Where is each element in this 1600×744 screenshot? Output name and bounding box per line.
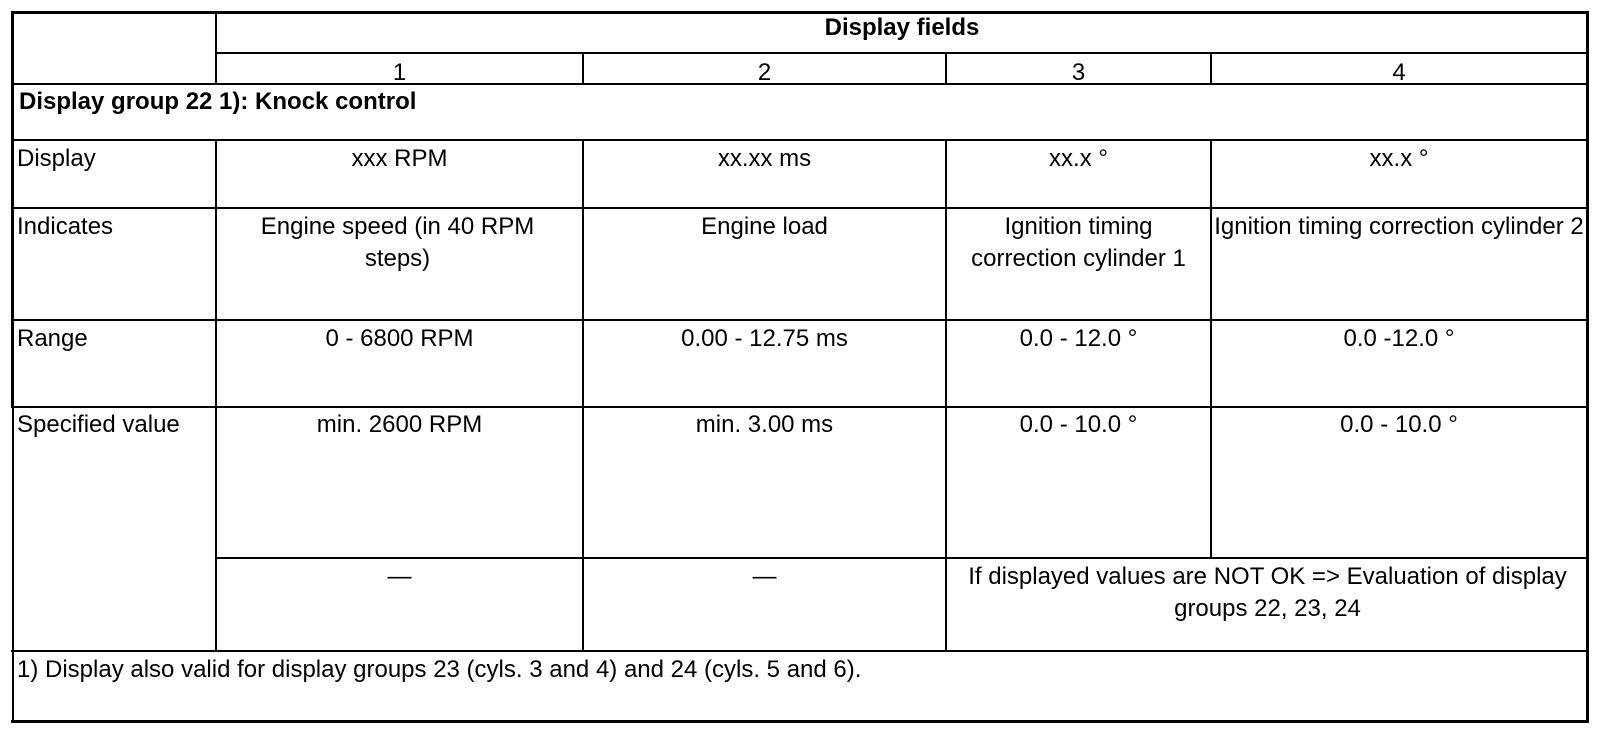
header-col-3: 3 (1071, 59, 1086, 86)
cell-specified-3: 0.0 - 10.0 ° (1019, 411, 1138, 438)
cell-display-2: xx.xx ms (717, 145, 812, 172)
header-col-2: 2 (757, 59, 772, 86)
cell-evaluation-2: — (752, 563, 777, 590)
table-border-left-lower (12, 406, 14, 722)
row-line-range (11, 406, 1588, 408)
cell-indicates-3: Ignition timing correction cylinder 1 (971, 213, 1186, 272)
cell-display-3: xx.x ° (1049, 145, 1108, 172)
cell-indicates-4: Ignition timing correction cylinder 2 (1214, 213, 1584, 240)
row-line-display (11, 207, 1588, 209)
row-line-specified (215, 557, 1587, 559)
table-border-right (1586, 11, 1589, 723)
header-col-1: 1 (392, 59, 407, 86)
group-title-bottom-line (11, 139, 1588, 141)
cell-indicates-1: Engine speed (in 40 RPM steps) (260, 213, 535, 272)
header-col-4: 4 (1392, 59, 1406, 86)
row-line-evaluation (11, 650, 1588, 652)
cell-display-1: xxx RPM (351, 145, 448, 172)
body-col-divider-2 (945, 139, 947, 651)
cell-range-2: 0.00 - 12.75 ms (681, 325, 848, 352)
row-label-range: Range (17, 325, 88, 352)
header-title: Display fields (824, 14, 980, 41)
row-label-indicates: Indicates (17, 213, 114, 240)
row-label-display: Display (17, 145, 96, 172)
cell-evaluation-1: — (387, 563, 412, 590)
cell-range-1: 0 - 6800 RPM (325, 325, 474, 352)
cell-evaluation-merged: If displayed values are NOT OK => Evaluation of display groups 22, 23, 24 (968, 563, 1567, 622)
cell-range-4: 0.0 -12.0 ° (1343, 325, 1455, 352)
row-label-specified-value: Specified value (17, 411, 180, 438)
header-title-divider (215, 52, 1587, 54)
group-title: Display group 22 1): Knock control (19, 88, 417, 115)
cell-specified-4: 0.0 - 10.0 ° (1340, 411, 1458, 438)
cell-range-3: 0.0 - 12.0 ° (1019, 325, 1138, 352)
footnote: 1) Display also valid for display groups 23 (cyls. 3 and 4) and 24 (cyls. 5 and 6). (17, 656, 862, 683)
cell-specified-2: min. 3.00 ms (695, 411, 834, 438)
cell-indicates-2: Engine load (701, 213, 828, 240)
cell-specified-1: min. 2600 RPM (316, 411, 483, 438)
cell-display-4: xx.x ° (1369, 145, 1429, 172)
row-line-indicates (11, 319, 1588, 321)
table-border-bottom (11, 720, 1588, 723)
